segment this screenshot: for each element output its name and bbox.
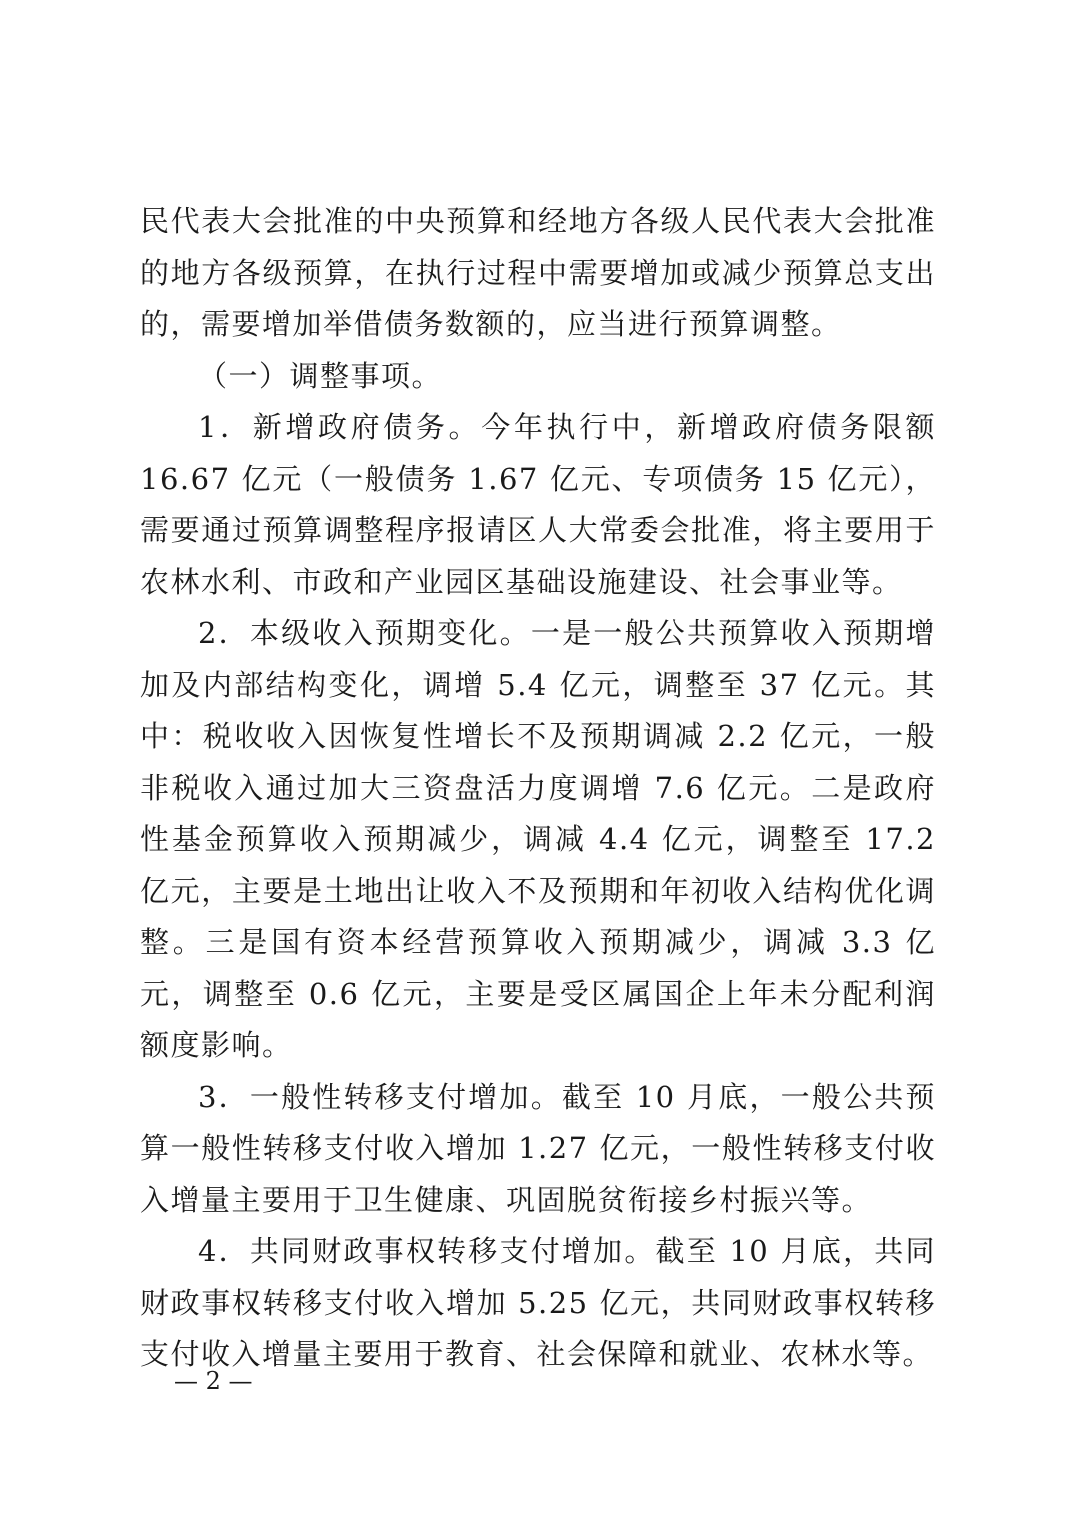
document-body <box>140 196 936 1381</box>
paragraph-item-1: 1．新增政府债务。今年执行中，新增政府债务限额 16.67 亿元（一般债务 1.67 亿元、专项债务 15 亿元），需要通过预算调整程序报请区人大常委会批准，将主要用于农林水利、市政和产业园区基础设施建设、社会事业等。 <box>140 410 936 599</box>
paragraph-continuation: 民代表大会批准的中央预算和经地方各级人民代表大会批准的地方各级预算，在执行过程中需要增加或减少预算总支出的，需要增加举借债务数额的，应当进行预算调整。 <box>140 204 936 341</box>
paragraph-item-4: 4．共同财政事权转移支付增加。截至 10 月底，共同财政事权转移支付收入增加 5.25 亿元，共同财政事权转移支付收入增量主要用于教育、社会保障和就业、农林水等。 <box>140 1234 936 1371</box>
page-number: — 2 — <box>174 1367 253 1395</box>
section-heading-adjustment-items: （一）调整事项。 <box>198 358 443 393</box>
paragraph-item-2: 2．本级收入预期变化。一是一般公共预算收入预期增加及内部结构变化，调增 5.4 亿元，调整至 37 亿元。其中：税收收入因恢复性增长不及预期调减 2.2 亿元，一般非税收入通过加大三资盘活力度调增 7.6 亿元。二是政府性基金预算收入预期减少，调减 4.4 亿元，调整至 17.2 亿元，主要是土地出让收入不及预期和年初收入结构优化调整。三是国有资本经营预算收入预期减少，调减 3.3 亿元，调整至 0.6 亿元，主要是受区属国企上年未分配利润额度影响。 <box>140 616 936 1062</box>
paragraph-item-3: 3．一般性转移支付增加。截至 10 月底，一般公共预算一般性转移支付收入增加 1.27 亿元，一般性转移支付收入增量主要用于卫生健康、巩固脱贫衔接乡村振兴等。 <box>140 1079 936 1217</box>
